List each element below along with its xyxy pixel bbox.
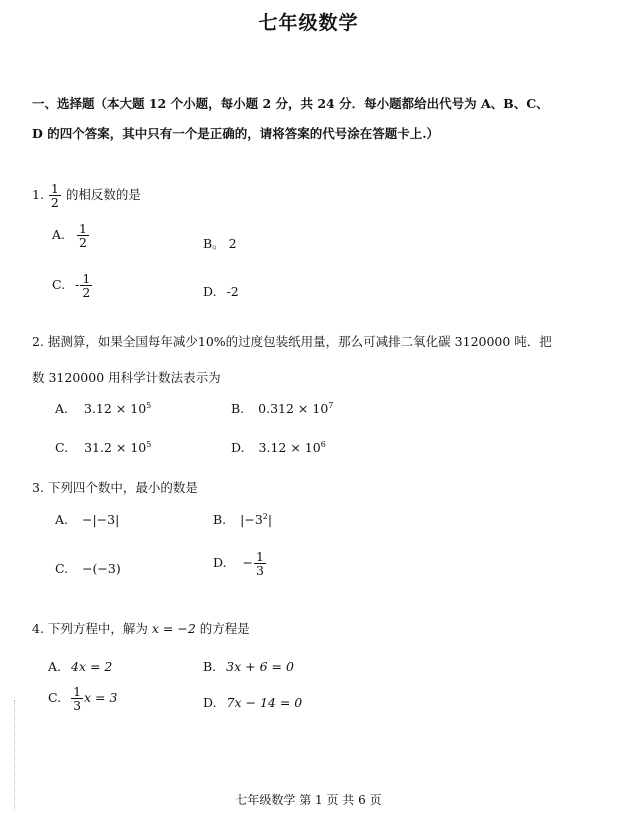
section-instructions-line2: D 的四个答案，其中只有一个是正确的，请将答案的代号涂在答题卡上.） [32, 126, 440, 141]
q1-option-b: B。 2 [203, 236, 237, 251]
q2-option-c: C. $31.2 \times 10^5$ [55, 439, 152, 455]
question-1-text: 的相反数的是 [65, 187, 141, 203]
page-title: 七年级数学 [258, 12, 359, 34]
q1-option-a: A. $\frac{1}{2}$ [52, 221, 87, 251]
q4-option-a: A. 4x = 2 [48, 659, 113, 674]
question-2-line1: 2. 据测算，如果全国每年减少10%的过度包装纸用量，那么可减排二氧化碳 3120000 吨．把 [32, 334, 552, 349]
q2-option-b: B. $0.312 \times 10^7$ [231, 400, 334, 416]
question-2-line2: 数 3120000 用科学计数法表示为 [32, 370, 221, 385]
q3-option-a: A. −|−3| [55, 512, 120, 527]
q2-option-a: A. $3.12 \times 10^5$ [55, 400, 152, 416]
question-1-number: 1. [32, 187, 44, 203]
section-instructions-line1: 一、选择题（本大题 12 个小题，每小题 2 分，共 24 分．每小题都给出代号为 A、B、C、 [32, 96, 549, 111]
q3-option-d: D. − $\frac{1}{3}$ [213, 549, 264, 579]
q3-option-b: B. $|-3^2|$ [213, 511, 273, 527]
question-1 [32, 182, 141, 209]
q2-option-d: D. $3.12 \times 10^6$ [231, 439, 326, 455]
question-1-fraction: $\frac{1}{2}$ [50, 181, 59, 211]
q1-option-c: C. - $\frac{1}{2}$ [52, 271, 91, 301]
question-4-equation: x = −2 [151, 621, 196, 636]
q4-option-d: D. 7x − 14 = 0 [203, 695, 303, 710]
question-4: 4. 下列方程中，解为 x = −2 的方程是 [32, 621, 250, 636]
q4-option-b: B. 3x + 6 = 0 [203, 659, 294, 674]
q4-option-c: C. $\frac{1}{3}$ x = 3 [48, 684, 118, 714]
q1-option-d: D. -2 [203, 284, 239, 299]
q3-option-c: C. −(−3) [55, 561, 121, 576]
page-footer: 七年级数学 第 1 页 共 6 页 [235, 793, 382, 807]
question-3: 3. 下列四个数中，最小的数是 [32, 480, 198, 495]
